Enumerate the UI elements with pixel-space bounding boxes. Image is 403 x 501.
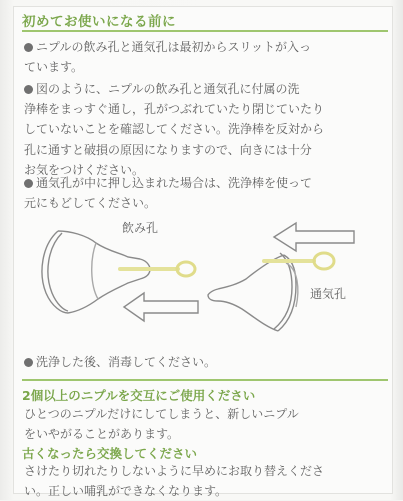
section-title-before-first-use: 初めてお使いになる前に (22, 14, 176, 30)
bullet-line: 通気孔が中に押し込まれた場合は、洗浄棒を使って (24, 173, 390, 193)
bullet-line: お気をつけください。 (24, 162, 145, 177)
label-drinking-hole: 飲み孔 (122, 221, 159, 235)
bullet-line: 元にもどしてください。 (24, 196, 157, 211)
text-line: さけたり切れたりしないように早めにお取り替えくださ (24, 464, 325, 478)
text-line: ひとつのニプルだけにしてしまうと、新しいニプル (24, 407, 299, 421)
arrow-left-icon (124, 293, 198, 321)
left-cleaning-rod-illustration (120, 262, 195, 276)
text-line: い。正しい哺乳ができなくなります。 (24, 484, 228, 499)
nipple-cleaning-diagram (28, 213, 388, 339)
bullet-line: ニプルの飲み孔と通気孔は最初からスリットが入っ (24, 37, 390, 57)
bullet-dot-icon (24, 85, 33, 94)
arrow-left-icon (274, 223, 354, 251)
bullet-line: していないことを確認してください。洗浄棒を反対から (24, 122, 325, 137)
bullet-line: 孔に通すと破損の原因になりますので、向きには十分 (24, 142, 312, 157)
label-vent-hole: 通気孔 (310, 287, 347, 301)
bullet-disinfect (24, 352, 390, 372)
bullet-line: ています。 (24, 60, 84, 75)
bullet-vent-pushed-in (24, 173, 390, 213)
text-alternate-nipples (24, 404, 390, 444)
bullet-cleaning-rod (24, 79, 390, 180)
bullet-dot-icon (24, 358, 33, 367)
section-divider (22, 379, 388, 381)
text-line: をいやがることがあります。 (24, 427, 180, 442)
bullet-line: 洗浄した後、消毒してください。 (24, 352, 390, 372)
text-replace-when-old (24, 461, 390, 501)
right-nipple-illustration (208, 253, 298, 331)
right-cleaning-rod-illustration (264, 253, 334, 269)
bullet-slits (24, 37, 390, 77)
bullet-dot-icon (24, 43, 33, 52)
bullet-line: 図のように、ニプルの飲み孔と通気孔に付属の洗 (24, 79, 390, 99)
heading-alternate-nipples: 2個以上のニプルを交互にご使用ください (22, 388, 256, 403)
bullet-dot-icon (24, 179, 33, 188)
diagram-illustration (28, 213, 388, 339)
title-underline (22, 30, 388, 32)
bullet-line: 浄棒をまっすぐ通し，孔がつぶれていたり閉じていたり (24, 102, 325, 117)
heading-replace-when-old: 古くなったら交換してください (22, 446, 198, 461)
